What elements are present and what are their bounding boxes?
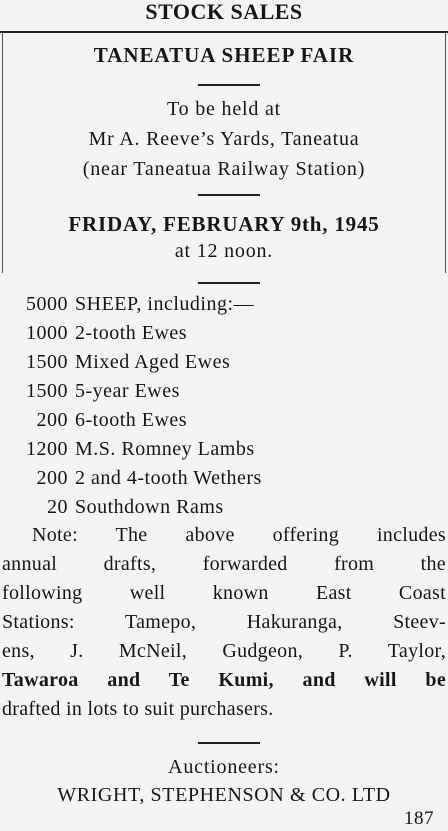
stock-item-row	[0, 438, 448, 466]
sale-date: FRIDAY, FEBRUARY 9th, 1945	[68, 212, 380, 236]
reference-number: 187	[404, 808, 434, 829]
auctioneers-name: WRIGHT, STEPHENSON & CO. LTD	[57, 784, 391, 806]
stock-item-qty: 200	[36, 467, 68, 489]
stock-total-row	[0, 293, 448, 321]
stock-item-qty: 1000	[26, 322, 68, 344]
note-line: Tawaroa and Te Kumi, and will be	[2, 669, 446, 691]
stock-item-qty: 1500	[26, 380, 68, 402]
stock-item-desc: 6-tooth Ewes	[75, 409, 188, 431]
divider-rule	[198, 742, 260, 744]
stock-item-row	[0, 409, 448, 437]
stock-item-desc: Southdown Rams	[75, 496, 224, 518]
divider-rule	[198, 194, 260, 196]
venue-line-3: (near Taneatua Railway Station)	[82, 158, 366, 180]
stock-item-row	[0, 322, 448, 350]
stock-total-label: SHEEP, including:—	[75, 293, 255, 315]
stock-item-qty: 200	[36, 409, 68, 431]
note-line: annual drafts, forwarded from the	[2, 553, 446, 575]
sale-time: at 12 noon.	[174, 240, 274, 262]
stock-total-qty: 5000	[26, 293, 68, 315]
stock-item-desc: 2-tooth Ewes	[75, 322, 188, 344]
stock-item-row	[0, 380, 448, 408]
auctioneers-label: Auctioneers:	[168, 756, 280, 778]
stock-item-row	[0, 351, 448, 379]
fair-title: TANEATUA SHEEP FAIR	[93, 43, 355, 67]
top-rule	[0, 31, 448, 33]
stock-item-desc: 2 and 4-tooth Wethers	[75, 467, 262, 489]
section-title: STOCK SALES	[145, 0, 303, 24]
divider-rule	[198, 282, 260, 284]
stock-item-row	[0, 467, 448, 495]
stock-item-desc: Mixed Aged Ewes	[75, 351, 231, 373]
stock-item-qty: 1200	[26, 438, 68, 460]
stock-item-qty: 20	[47, 496, 68, 518]
venue-line-2: Mr A. Reeve’s Yards, Taneatua	[88, 128, 360, 150]
venue-line-1: To be held at	[167, 98, 281, 120]
stock-item-qty: 1500	[26, 351, 68, 373]
note-line: Note: The above offering includes	[32, 524, 446, 546]
stock-item-row	[0, 496, 448, 524]
note-line: following well known East Coast	[2, 582, 446, 604]
note-line: drafted in lots to suit purchasers.	[2, 698, 274, 720]
stock-item-desc: M.S. Romney Lambs	[75, 438, 255, 460]
note-line: ens, J. McNeil, Gudgeon, P. Taylor,	[2, 640, 446, 662]
note-line: Stations: Tamepo, Hakuranga, Steev-	[2, 611, 446, 633]
divider-rule	[198, 84, 260, 86]
stock-item-desc: 5-year Ewes	[75, 380, 180, 402]
